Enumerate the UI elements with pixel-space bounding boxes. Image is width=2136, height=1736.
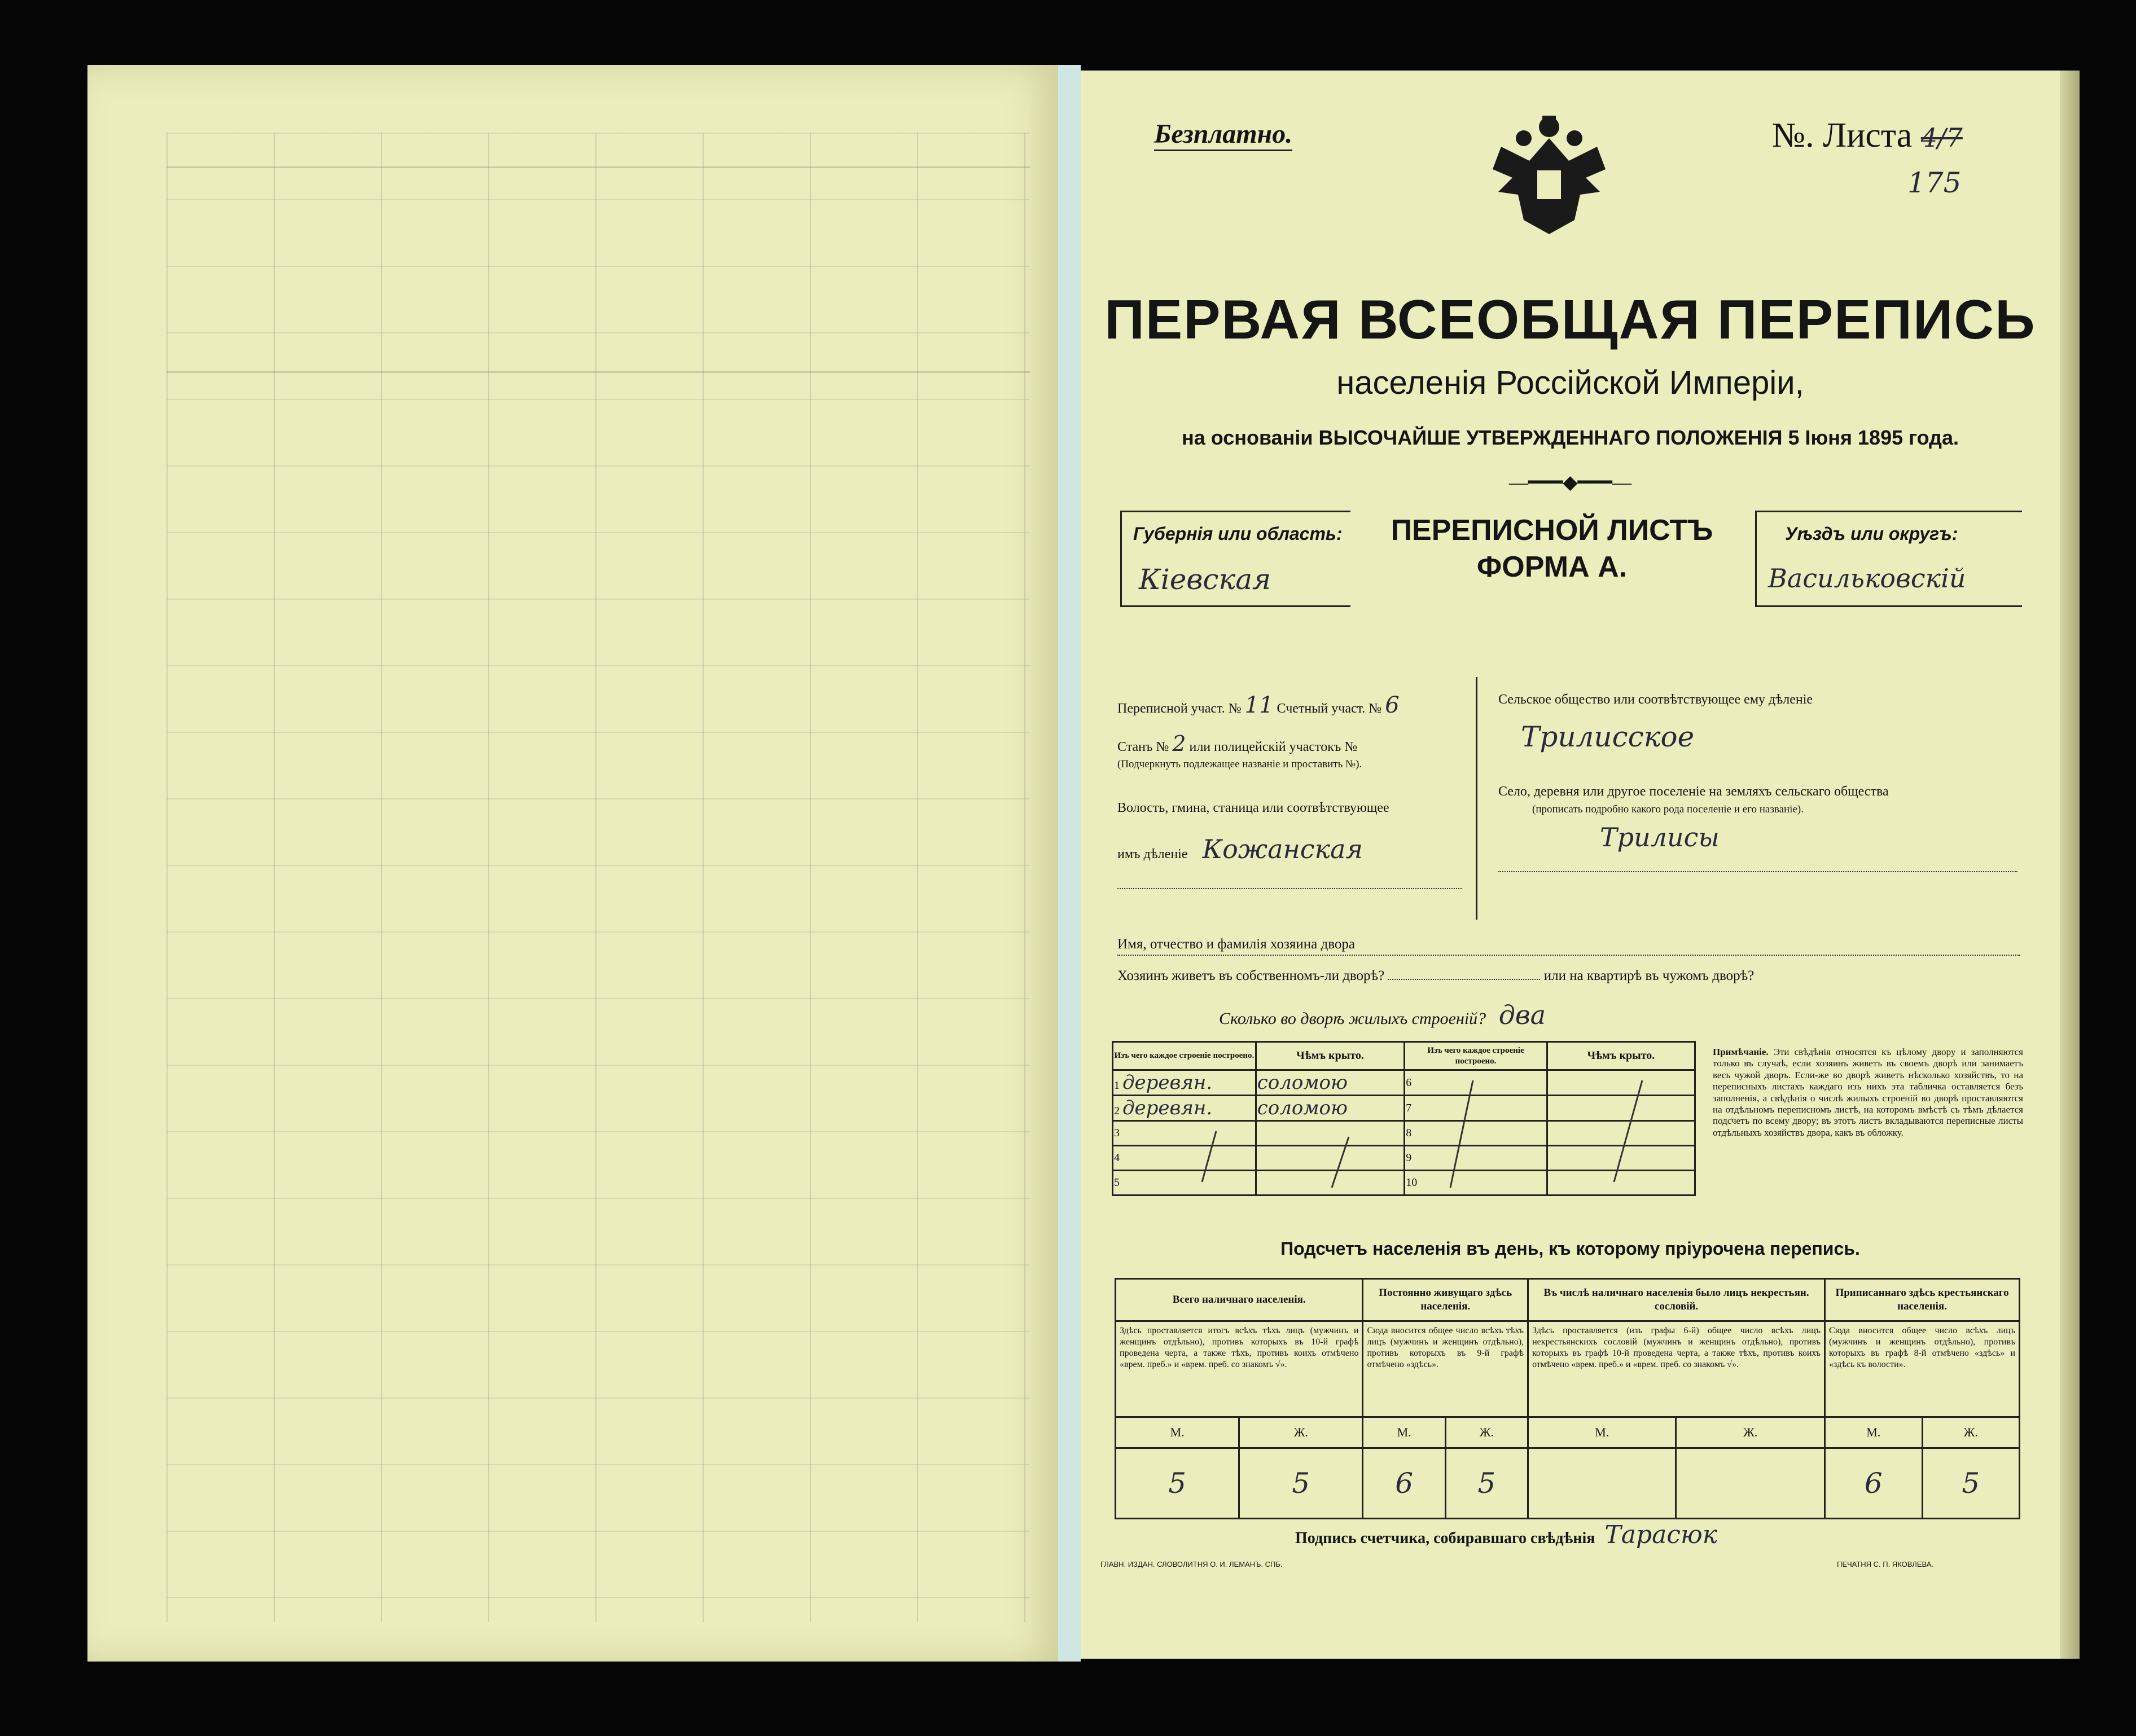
uezd-box: [1755, 511, 2022, 607]
buildings-count-value: два: [1498, 1000, 1546, 1030]
stan-label: Станъ №: [1117, 740, 1169, 754]
population-tally-table: [1115, 1278, 2020, 1519]
form-type-box: [1354, 511, 1749, 584]
page-edge: [2060, 71, 2080, 1659]
tally-col-title: Приписаннаго здѣсь крестьянскаго населенія.: [1825, 1279, 2020, 1321]
female-header: Ж.: [1922, 1417, 2020, 1448]
empty-rows-strike-marks: [1112, 1069, 1699, 1199]
village-value: Трилисы: [1600, 822, 1720, 853]
village-label: Село, деревня или другое поселеніе на земляхъ сельскаго общества: [1498, 784, 1889, 799]
left-page: [87, 65, 1058, 1662]
row-number: 1: [1114, 1079, 1120, 1092]
tally-col-desc: Сюда вносится общее число всѣхъ тѣхъ лицъ (мужчинъ и женщинъ отдѣльно), противъ которыхъ въ 9-й графѣ отмѣчено «здѣсь».: [1363, 1321, 1528, 1417]
row-number: 7: [1405, 1096, 1547, 1121]
left-field-group: [1117, 691, 1462, 889]
owner-section: [1117, 937, 2020, 1030]
census-form-page: [1081, 71, 2060, 1659]
tally-male-value: 5: [1116, 1448, 1239, 1519]
male-header: М.: [1528, 1417, 1676, 1448]
stan-value: 2: [1172, 731, 1186, 756]
imperial-eagle-emblem: [1484, 107, 1614, 237]
row-number: 4: [1113, 1146, 1256, 1171]
tally-col-title: Въ числѣ наличнаго населенія было лицъ некрестьян. сословій.: [1528, 1279, 1825, 1321]
buildings-note: [1713, 1047, 2023, 1139]
sheet-number-value: 175: [1907, 166, 1962, 199]
tally-col-desc: Здѣсь проставляется (изъ графы 6-й) общее число всѣхъ лицъ некрестьянскихъ сословій (мужчинъ и женщинъ отдѣльно), противъ которыхъ въ графѣ 10-й проведена черта, а также тѣхъ, противъ коихъ отмѣчено «врем. преб.» и «врем. преб. со знакомъ √».: [1528, 1321, 1825, 1417]
tally-male-value: 6: [1825, 1448, 1922, 1519]
own-yard-label: Хозяинъ живетъ въ собственномъ-ли дворѣ?: [1117, 968, 1385, 983]
form-legal-basis: на основаніи ВЫСОЧАЙШЕ УТВЕРЖДЕННАГО ПОЛОЖЕНІЯ 5 Іюня 1895 года.: [1181, 426, 1959, 449]
signature-label: Подпись счетчика, собиравшаго свѣдѣнія: [1295, 1530, 1595, 1547]
row-number: 3: [1113, 1121, 1256, 1146]
volost-label: Волость, гмина, станица или соотвѣтствующее: [1117, 800, 1389, 815]
volost-label-2: имъ дѣленіе: [1117, 846, 1188, 862]
volost-extra-line: [1117, 882, 1462, 889]
female-header: Ж.: [1445, 1417, 1528, 1448]
tally-col-title: Постоянно живущаго здѣсь населенія.: [1363, 1279, 1528, 1321]
village-note: (прописать подробно какого рода поселеніе и его названіе).: [1532, 803, 1804, 815]
village-extra-line: [1498, 865, 2017, 872]
buildings-count-label: Сколько во дворѣ жилыхъ строеній?: [1219, 1009, 1486, 1028]
building-material: деревян.: [1122, 1071, 1213, 1094]
free-label: Безплатно.: [1154, 118, 1292, 151]
tally-heading: Подсчетъ населенія въ день, къ которому пріурочена перепись.: [1280, 1238, 1860, 1259]
ornamental-divider: —━━━◆━━━—: [1509, 472, 1631, 493]
form-name: ФОРМА А.: [1476, 551, 1628, 583]
female-header: Ж.: [1239, 1417, 1363, 1448]
underline-note: (Подчеркнуть подлежащее названіе и проставить №).: [1117, 758, 1362, 770]
gubernia-value: Кіевская: [1139, 563, 1271, 596]
owner-name-label: Имя, отчество и фамилія хозяина двора: [1117, 937, 1355, 952]
field-divider: [1476, 677, 1477, 920]
enumerator-signature: Тарасюк: [1604, 1520, 1718, 1549]
tally-male-value: [1528, 1448, 1676, 1519]
row-number: 5: [1113, 1171, 1256, 1196]
sheet-number-struck: 4/7: [1920, 122, 1963, 153]
uezd-label: Уѣздъ или округъ:: [1785, 524, 1958, 544]
tally-female-value: 5: [1445, 1448, 1528, 1519]
row-number: 2: [1114, 1105, 1120, 1117]
col-roof-left: Чѣмъ крыто.: [1256, 1042, 1405, 1070]
printer-left: ГЛАВН. ИЗДАН. СЛОВОЛИТНЯ О. И. ЛЕМАНЪ. СПБ.: [1100, 1560, 1283, 1568]
right-field-group: [1498, 691, 2017, 872]
col-material-right: Изъ чего каждое строеніе построено.: [1405, 1042, 1547, 1070]
row-number: 8: [1405, 1121, 1547, 1146]
note-title: Примѣчаніе.: [1713, 1047, 1769, 1057]
row-number: 6: [1405, 1070, 1547, 1096]
police-district-label: или полицейскій участокъ №: [1189, 740, 1358, 754]
tally-female-value: [1676, 1448, 1825, 1519]
census-district-value: 11: [1244, 692, 1274, 718]
building-roof: соломою: [1256, 1096, 1405, 1121]
region-header-boxes: [1120, 511, 2020, 606]
male-header: М.: [1825, 1417, 1922, 1448]
male-header: М.: [1116, 1417, 1239, 1448]
tally-col-title: Всего наличнаго населенія.: [1116, 1279, 1363, 1321]
rented-yard-label: или на квартирѣ въ чужомъ дворѣ?: [1543, 968, 1755, 983]
left-page-header-bleed: [166, 166, 1030, 373]
society-label: Сельское общество или соотвѣтствующее ему дѣленіе: [1498, 692, 1813, 707]
society-value: Трилисское: [1521, 720, 1695, 753]
row-number: 10: [1405, 1171, 1547, 1196]
printer-right: ПЕЧАТНЯ С. П. ЯКОВЛЕВА.: [1837, 1560, 1934, 1568]
form-subtitle: населенія Россійской Имперіи,: [1336, 364, 1804, 401]
female-header: Ж.: [1676, 1417, 1825, 1448]
count-district-label: Счетный участ. №: [1277, 701, 1382, 716]
book-spine: [1058, 65, 1081, 1662]
sheet-number-label: №. Листа: [1772, 116, 1913, 155]
form-title: ПЕРЕПИСНОЙ ЛИСТЪ: [1391, 514, 1713, 547]
uezd-value: Васильковскій: [1768, 563, 1966, 594]
form-main-title: ПЕРВАЯ ВСЕОБЩАЯ ПЕРЕПИСЬ: [1104, 288, 2036, 350]
count-district-value: 6: [1385, 692, 1400, 718]
building-roof: соломою: [1256, 1070, 1405, 1096]
census-district-label: Переписной участ. №: [1117, 701, 1242, 716]
tally-col-desc: Здѣсь проставляется итогъ всѣхъ тѣхъ лицъ (мужчинъ и женщинъ отдѣльно), противъ которыхъ въ 10-й графѣ проведена черта, а также тѣхъ, противъ коихъ отмѣчено «врем. преб.» и «врем. преб. со знакомъ √».: [1116, 1321, 1363, 1417]
signature-row: [1295, 1520, 1717, 1549]
col-material-left: Изъ чего каждое строеніе построено.: [1113, 1042, 1256, 1070]
building-material: деревян.: [1122, 1097, 1213, 1119]
gubernia-label: Губернія или область:: [1133, 524, 1343, 544]
note-text: Эти свѣдѣнія относятся къ цѣлому двору и заполняются только въ случаѣ, если хозяинъ живетъ въ своемъ дворѣ или занимаетъ весь чужой дворъ. Если-же во дворѣ живетъ нѣсколько хозяйствъ, то на переписныхъ листахъ каждаго изъ нихъ эта табличка оставляется безъ заполненія, а свѣдѣнія о числѣ жилыхъ строеній во дворѣ проставляются на отдѣльномъ переписномъ листѣ, на которомъ вмѣстѣ съ тѣмъ дѣлается подсчетъ по всему двору; въ этотъ листъ вкладываются переписные листы отдѣльныхъ хозяйствъ двора, какъ въ обложку.: [1713, 1047, 2024, 1138]
gubernia-box: [1120, 511, 1350, 607]
tally-female-value: 5: [1239, 1448, 1363, 1519]
tally-female-value: 5: [1922, 1448, 2020, 1519]
row-number: 9: [1405, 1146, 1547, 1171]
volost-value: Кожанская: [1202, 833, 1363, 864]
tally-male-value: 6: [1363, 1448, 1445, 1519]
col-roof-right: Чѣмъ крыто.: [1547, 1042, 1695, 1070]
tally-col-desc: Сюда вносится общее число всѣхъ лицъ (мужчинъ и женщинъ отдѣльно), противъ которыхъ въ графѣ 8-й отмѣчено «здѣсь» и «здѣсь къ волости».: [1825, 1321, 2020, 1417]
male-header: М.: [1363, 1417, 1445, 1448]
